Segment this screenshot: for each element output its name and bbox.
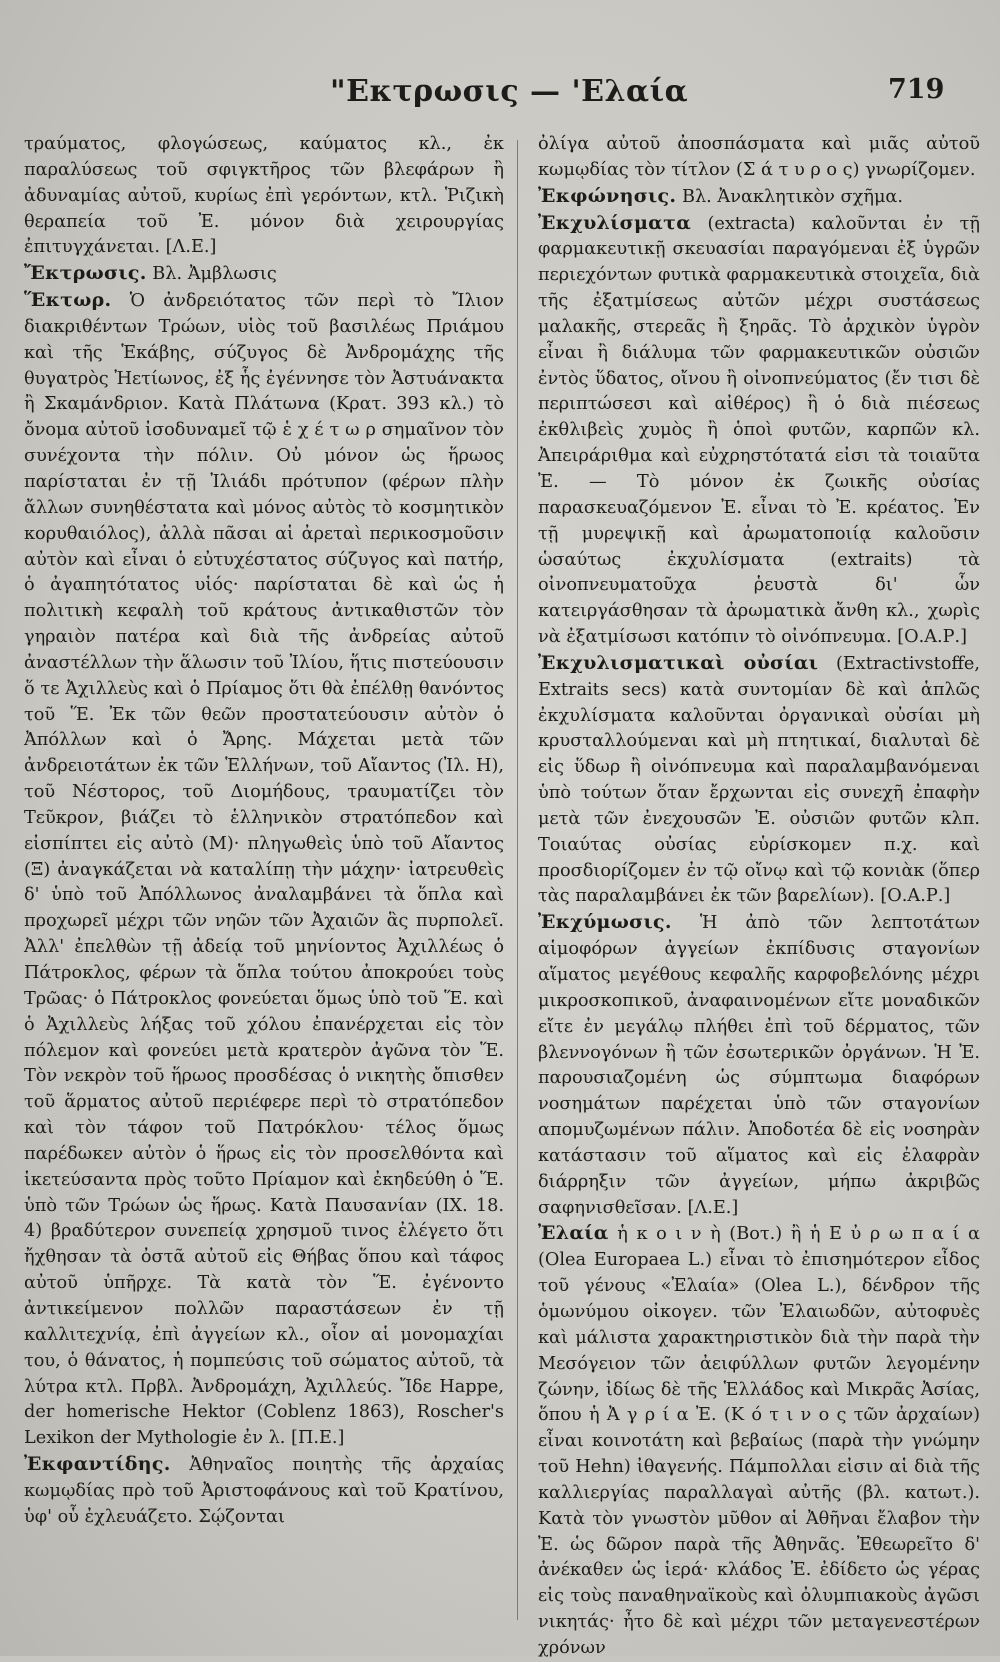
entry-text: (Extractivstoffe, Extraits secs) κατὰ συντομίαν δὲ καὶ ἁπλῶς ἐκχυλίσματα καλοῦνται ὀργανικαὶ οὐσίαι μὴ κρυσταλλούμεναι καὶ μὴ πτητικαί, διαλυταὶ δὲ εἰς ὕδωρ ἢ οἰνόπνευμα καὶ παραλαμβανόμεναι ὑπὸ τούτων ὅταν ἔρχωνται εἰς συνεχῆ ἐπαφὴν μετὰ τῶν ἐνεχουσῶν Ἐ. οὐσιῶν φυτῶν κλπ. Τοιαύτας οὐσίας εὑρίσκομεν π.χ. καὶ προσδιορίζομεν ἐν τῷ οἴνῳ καὶ τῷ κονιὰκ (ὅπερ τὰς παραλαμβάνει ἐκ τῶν βαρελίων). [Ο.Α.Ρ.] bbox=[538, 653, 980, 907]
entry-ekfonesis bbox=[538, 184, 980, 211]
left-column bbox=[24, 132, 504, 1622]
entry-text: Ὁ ἀνδρειότατος τῶν περὶ τὸ Ἴλιον διακριθέντων Τρώων, υἱὸς τοῦ βασιλέως Πριάμου καὶ τῆς Ἑκάβης, σύζυγος δὲ Ἀνδρομάχης τῆς θυγατρὸς Ἠετίωνος, ἐξ ἧς ἐγέννησε τὸν Ἀστυάνακτα ἢ Σκαμάνδριον. Κατὰ Πλάτωνα (Κρατ. 393 κλ.) τὸ ὄνομα αὐτοῦ ἰσοδυναμεῖ τῷ ἑ χ έ τ ω ρ σημαῖνον τὸν συνέχοντα τὴν πόλιν. Οὐ μόνον ὡς ἥρωος παρίσταται ἐν τῇ Ἰλιάδι πρότυπον (φέρων πλὴν ἄλλων συνηθέστατα καὶ μόνος αὐτὸς τὸ κοσμητικὸν κορυθαιόλος), ἀλλὰ πᾶσαι αἱ ἀρεταὶ περικοσμοῦσιν αὐτὸν καὶ εἶναι ὁ εὐτυχέστατος σύζυγος καὶ πατήρ, ὁ ἀγαπητότατος υἱός· παρίσταται δὲ καὶ ὡς ἡ πολιτικὴ κεφαλὴ τοῦ κράτους ἀντικαθιστῶν τὸν γηραιὸν πατέρα καὶ διὰ τῆς ἀνδρείας αὐτοῦ ἀναστέλλων τὴν ἅλωσιν τοῦ Ἰλίου, ἥτις πιστεύουσιν ὅ τε Ἀχιλλεὺς καὶ ὁ Πρίαμος ὅτι θὰ ἐπέλθῃ θανόντος τοῦ Ἕ. Ἐκ τῶν θεῶν προστατεύουσιν αὐτὸν ὁ Ἀπόλλων καὶ ὁ Ἄρης. Μάχεται μετὰ τῶν ἀνδρειοτάτων ἐκ τῶν Ἑλλήνων, τοῦ Αἴαντος (Ἰλ. Η), τοῦ Νέστορος, τοῦ Διομήδους, τραυματίζει τὸν Τεῦκρον, βιάζει τὸ ἑλληνικὸν στρατόπεδον καὶ εἰσπίπτει εἰς αὐτὸ (Μ)· πληγωθεὶς ὑπὸ τοῦ Αἴαντος (Ξ) ἀναγκάζεται νὰ καταλίπῃ τὴν μάχην· ἰατρευθεὶς δ' ὑπὸ τοῦ Ἀπόλλωνος ἀναλαμβάνει τὰ ὅπλα καὶ προχωρεῖ μέχρι τῶν νηῶν τῶν Ἀχαιῶν ἃς πυρπολεῖ. Ἀλλ' ἐπελθὼν τῇ ἀδείᾳ τοῦ μηνίοντος Ἀχιλλέως ὁ Πάτροκλος, φέρων τὰ ὅπλα τούτου ἀποκρούει τοὺς Τρῶας· ὁ Πάτροκλος φονεύεται ὅμως ὑπὸ τοῦ Ἕ. καὶ ὁ Ἀχιλλεὺς λήξας τοῦ χόλου ἐπανέρχεται εἰς τὸν πόλεμον καὶ φονεύει μετὰ κρατερὸν ἀγῶνα τὸν Ἕ. Τὸν νεκρὸν τοῦ ἥρωος προσδέσας ὁ νικητὴς ὄπισθεν τοῦ ἅρματος αὐτοῦ περιέφερε περὶ τὸ στρατόπεδον καὶ τὸν τάφον τοῦ Πατρόκλου· τέλος ὅμως παρέδωκεν αὐτὸν ὁ ἥρως εἰς τὸν προσελθόντα καὶ ἱκετεύσαντα πρὸς τοῦτο Πρίαμον καὶ ἐκηδεύθη ὁ Ἕ. ὑπὸ τῶν Τρώων ὡς ἥρως. Κατὰ Παυσανίαν (IX. 18. 4) βραδύτερον συνεπείᾳ χρησμοῦ τινος ἐλέγετο ὅτι ἤχθησαν τὰ ὀστᾶ αὐτοῦ εἰς Θήβας ὅπου καὶ τάφος αὐτοῦ ὑπῆρχε. Τὰ κατὰ τὸν Ἕ. ἐγένοντο ἀντικείμενον πολλῶν παραστάσεων ἐν τῇ καλλιτεχνίᾳ, ἐπὶ ἀγγείων κλ., οἷον αἱ μονομαχίαι του, ὁ θάνατος, ἡ πομπεύσις τοῦ σώματος αὐτοῦ, τὰ λύτρα κτλ. Πρβλ. Ἀνδρομάχη, Ἀχιλλεύς. Ἴδε Happe, der homerische Hektor (Coblenz 1863), Roscher's Lexikon der Mythologie ἐν λ. [Π.Ε.] bbox=[24, 291, 504, 1449]
entry-headword: Ἐκφαντίδης. bbox=[24, 1453, 171, 1476]
entry-text: τραύματος, φλογώσεως, καύματος κλ., ἐκ παραλύσεως τοῦ σφιγκτῆρος τῶν βλεφάρων ἢ ἀδυναμίας αὐτοῦ, κυρίως ἐπὶ γερόντων, κτλ. Ῥιζικὴ θεραπεία τοῦ Ἐ. μόνον διὰ χειρουργίας ἐπιτυγχάνεται. [Λ.Ε.] bbox=[24, 134, 504, 258]
entry-headword: Ἐκφώνησις. bbox=[538, 184, 677, 207]
entry-text: (extracta) καλοῦνται ἐν τῇ φαρμακευτικῇ σκευασίαι παραγόμεναι ἐξ ὑγρῶν περιεχόντων φυτικὰ φαρμακευτικὰ στοιχεῖα, διὰ τῆς ἐξατμίσεως αὐτῶν μέχρι συστάσεως μαλακῆς, στερεᾶς ἢ ξηρᾶς. Τὸ ἀρχικὸν ὑγρὸν εἶναι ἢ διάλυμα τῶν φαρμακευτικῶν οὐσιῶν ἐντὸς ὕδατος, οἴνου ἢ οἰνοπνεύματος (ἔν τισι δὲ περιπτώσεσι καὶ αἰθέρος) ἢ ὁ διὰ πιέσεως ἐκθλιβεὶς χυμὸς ἢ ὁποὶ φυτῶν, καρπῶν κλ. Ἀπειράριθμα καὶ εὐχρηστότατά εἰσι τὰ τοιαῦτα Ἐ. — Τὸ μόνον ἐκ ζωικῆς οὐσίας παρασκευαζόμενον Ἐ. εἶναι τὸ Ἐ. κρέατος. Ἐν τῇ μυρεψικῇ καὶ ἀρωματοποιίᾳ καλοῦσιν ὡσαύτως ἐκχυλίσματα (extraits) τὰ οἰνοπνευματοῦχα ῥευστὰ δι' ὧν κατειργάσθησαν τὰ ἀρωματικὰ ἄνθη κλ., χωρὶς νὰ ἐξατμίσωσι κατόπιν τὸ οἰνόπνευμα. [Ο.Α.Ρ.] bbox=[538, 213, 980, 648]
entry-ekchylismatikai bbox=[538, 651, 980, 910]
running-head: "Εκτρωσις — 'Ελαία bbox=[330, 74, 689, 109]
entry-text: Βλ. Ἀνακλητικὸν σχῆμα. bbox=[676, 186, 903, 207]
entry-ekchymosis bbox=[538, 910, 980, 1221]
entry-headword: Ἕκτωρ. bbox=[24, 289, 112, 312]
entry-headword: Ἐλαία bbox=[538, 1222, 609, 1245]
page-header bbox=[0, 68, 1000, 118]
entry-headword: Ἐκχύμωσις. bbox=[538, 911, 672, 934]
entry-text: ἡ κ ο ι ν ὴ (Βοτ.) ἢ ἡ Ε ὐ ρ ω π α ί α (Olea Europaea L.) εἶναι τὸ ἐπισημότερον εἶδος τοῦ γένους «Ἐλαία» (Olea L.), δένδρον τῆς ὁμωνύμου οἰκογεν. τῶν Ἐλαιωδῶν, αὐτοφυὲς καὶ μάλιστα χαρακτηριστικὸν διὰ τὴν παρὰ τὴν Μεσόγειον τῶν ἀειφύλλων φυτῶν λεγομένην ζώνην, ἰδίως δὲ τῆς Ἑλλάδος καὶ Μικρᾶς Ἀσίας, ὅπου ἡ Ἀ γ ρ ί α Ἐ. (Κ ό τ ι ν ο ς τῶν ἀρχαίων) εἶναι κοινοτάτη καὶ βεβαίως (παρὰ τὴν γνώμην τοῦ Hehn) ἰθαγενής. Πάμπολλαι εἰσιν αἱ διὰ τῆς καλλιεργίας παραλλαγαὶ αὐτῆς (βλ. κατωτ.). Κατὰ τὸν γνωστὸν μῦθον αἱ Ἀθῆναι ἔλαβον τὴν Ἐ. ὡς δῶρον παρὰ τῆς Ἀθηνᾶς. Ἐθεωρεῖτο δ' ἀνέκαθεν ὡς ἱερά· κλάδος Ἐ. ἐδίδετο ὡς γέρας εἰς τοὺς παναθηναϊκοὺς καὶ ὀλυμπιακοὺς ἀγῶσι νικητάς· ἦτο δὲ καὶ μέχρι τῶν μεταγενεστέρων χρόνων bbox=[538, 1224, 980, 1658]
entry-continuation bbox=[24, 132, 504, 261]
entry-headword: Ἐκχυλίσματα bbox=[538, 211, 692, 234]
entry-ektrosis bbox=[24, 261, 504, 288]
entry-text: ὀλίγα αὐτοῦ ἀποσπάσματα καὶ μιᾶς αὐτοῦ κωμῳδίας τὸν τίτλον (Σ ά τ υ ρ ο ς) γνωρίζομεν. bbox=[538, 134, 980, 180]
entry-headword: Ἔκτρωσις. bbox=[24, 262, 147, 285]
entry-ekchylismata bbox=[538, 211, 980, 651]
entry-ekfantides bbox=[24, 1452, 504, 1531]
column-divider bbox=[517, 140, 518, 1620]
entry-continuation bbox=[538, 132, 980, 184]
page-number: 719 bbox=[888, 74, 945, 105]
entry-hektor bbox=[24, 288, 504, 1452]
entry-elaia bbox=[538, 1221, 980, 1661]
entry-text: Ἡ ἀπὸ τῶν λεπτοτάτων αἱμοφόρων ἀγγείων ἐκπίδυσις σταγονίων αἵματος μεγέθους κεφαλῆς καρφοβελόνης μέχρι μικροσκοπικοῦ, ἀναφαινομένων εἴτε μοναδικῶν εἴτε ἐν μεγάλῳ πλήθει ἐπὶ τοῦ δέρματος, τῶν βλεννογόνων ἢ τῶν ἐσωτερικῶν ὀργάνων. Ἡ Ἐ. παρουσιαζομένη ὡς σύμπτωμα διαφόρων νοσημάτων παρέχεται ὑπὸ τῶν σταγονίων απομυζωμένων πάλιν. Ἀποδοτέα δὲ εἰς νοσηρὰν κατάστασιν τοῦ αἵματος καὶ εἰς ἐλαφρὰν διάρρηξιν τῶν ἀγγείων, μήπω ἀκριβῶς σαφηνισθεῖσαν. [Λ.Ε.] bbox=[538, 913, 980, 1218]
entry-headword: Ἐκχυλισματικαὶ οὐσίαι bbox=[538, 651, 819, 674]
entry-text: Ἀθηναῖος ποιητὴς τῆς ἀρχαίας κωμῳδίας πρὸ τοῦ Ἀριστοφάνους καὶ τοῦ Κρατίνου, ὑφ' οὗ ἐχλευάζετο. Σῴζονται bbox=[24, 1455, 504, 1527]
right-column bbox=[538, 132, 980, 1658]
entry-text: Βλ. Ἀμβλωσις bbox=[146, 264, 277, 285]
